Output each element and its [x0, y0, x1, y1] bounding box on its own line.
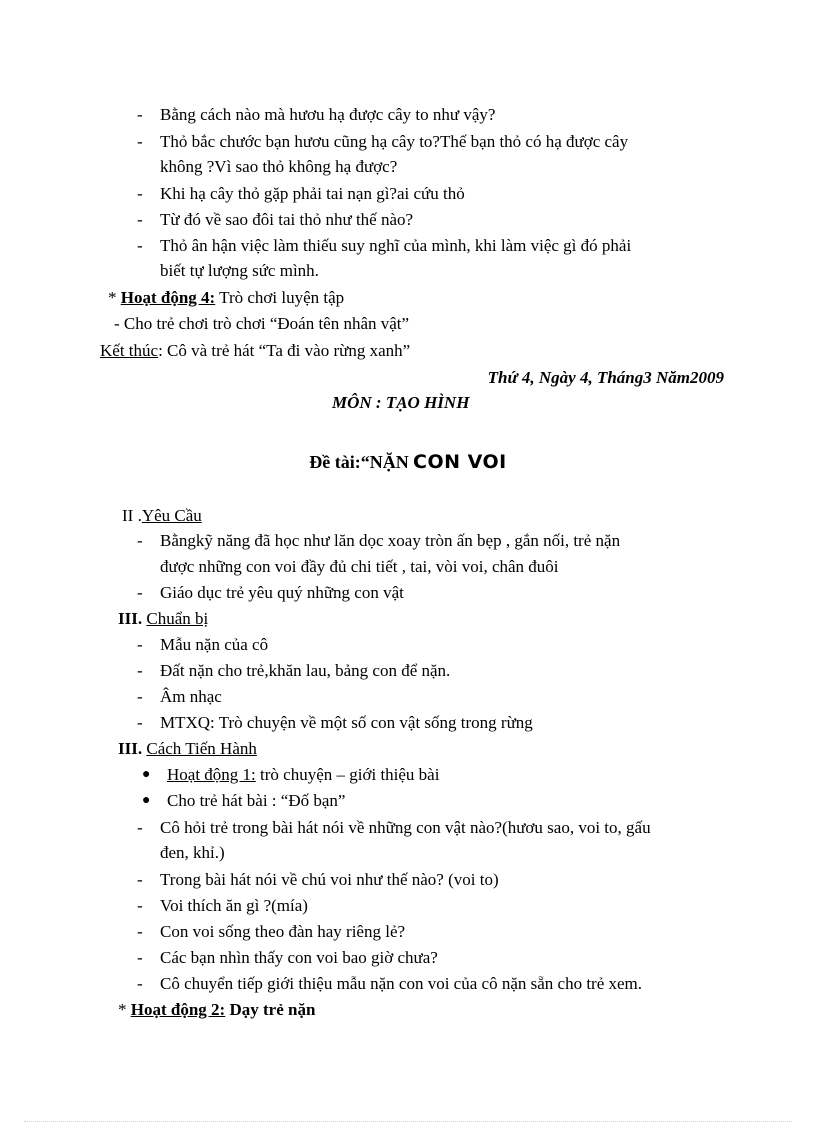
topic-name: CON VOI — [413, 451, 507, 473]
list-dash: - — [137, 870, 143, 889]
question-line: Bằng cách nào mà hươu hạ được cây to như vậy? — [160, 105, 496, 124]
preparation-item: Đất nặn cho trẻ,khăn lau, bảng con để nặn. — [160, 661, 451, 680]
requirement-line-cont: được những con voi đầy đủ chi tiết , tai, vòi voi, chân đuôi — [160, 557, 559, 576]
list-dash: - — [137, 896, 143, 915]
list-dash: - — [137, 635, 143, 654]
list-dash: - — [137, 661, 143, 680]
activity-2-text: Dạy trẻ nặn — [229, 1000, 316, 1019]
ending-label: Kết thúc — [100, 341, 159, 360]
list-dash: - — [137, 236, 143, 255]
preparation-item: MTXQ: Trò chuyện về một số con vật sống trong rừng — [160, 713, 533, 732]
preparation-item: Mẫu nặn của cô — [160, 635, 269, 654]
ending-line — [100, 340, 410, 362]
list-dash: - — [137, 531, 143, 550]
question-line: Từ đó về sao đôi tai thỏ như thế nào? — [160, 210, 414, 229]
section-number: III. — [118, 609, 143, 628]
activity-star: * — [118, 1000, 127, 1019]
procedure-line: Trong bài hát nói về chú voi như thế nào? (voi to) — [160, 870, 499, 889]
requirement-line: Giáo dục trẻ yêu quý những con vật — [160, 583, 404, 602]
list-dash: - — [137, 132, 143, 151]
preparation-item: Âm nhạc — [160, 687, 222, 706]
section-title: Cách Tiến Hành — [146, 739, 257, 758]
procedure-line: Voi thích ăn gì ?(mía) — [160, 896, 308, 915]
procedure-line-cont: đen, khỉ.) — [160, 843, 225, 862]
list-dash: - — [137, 210, 143, 229]
list-dash: - — [137, 687, 143, 706]
activity-2-label: Hoạt động 2: — [130, 1000, 226, 1019]
section-number: III. — [118, 739, 143, 758]
question-line-cont: không ?Vì sao thỏ không hạ được? — [160, 157, 398, 176]
question-line: Thỏ bắc chước bạn hươu cũng hạ cây to?Thế bạn thỏ có hạ được cây — [160, 132, 629, 151]
activity-star: * — [108, 288, 117, 307]
activity-2-heading — [118, 999, 315, 1021]
song-line: Cho trẻ hát bài : “Đố bạn” — [167, 791, 346, 810]
procedure-line: Các bạn nhìn thấy con voi bao giờ chưa? — [160, 948, 438, 967]
procedure-line: Con voi sống theo đàn hay riêng lẻ? — [160, 922, 406, 941]
question-line: Khi hạ cây thỏ gặp phải tai nạn gì?ai cứu thỏ — [160, 184, 465, 203]
list-dash: - — [137, 105, 143, 124]
topic-prefix: Đề tài:“NẶN — [309, 452, 409, 472]
list-dash: - — [137, 818, 143, 837]
ending-text: : Cô và trẻ hát “Ta đi vào rừng xanh” — [158, 341, 411, 360]
requirement-line: Bằngkỹ năng đã học như lăn dọc xoay tròn ấn bẹp , gắn nối, trẻ nặn — [160, 531, 621, 550]
section-title: Chuẩn bị — [146, 609, 209, 628]
procedure-line: Cô chuyển tiếp giới thiệu mẫu nặn con voi của cô nặn sẵn cho trẻ xem. — [160, 974, 643, 993]
list-dash: - — [137, 184, 143, 203]
list-dash: - — [137, 583, 143, 602]
list-dash: - — [137, 974, 143, 993]
section-preparation-heading — [118, 608, 208, 630]
list-dash: - — [137, 922, 143, 941]
question-line: Thỏ ân hận việc làm thiếu suy nghĩ của mình, khi làm việc gì đó phải — [160, 236, 632, 255]
page-bottom-divider — [24, 1121, 792, 1122]
section-requirements-heading — [122, 505, 202, 527]
activity-4-text: Trò chơi luyện tập — [219, 288, 345, 307]
game-line: - Cho trẻ chơi trò chơi “Đoán tên nhân vật” — [114, 314, 410, 333]
question-line-cont: biết tự lượng sức mình. — [160, 261, 319, 280]
section-title: Yêu Cầu — [141, 506, 202, 525]
activity-4-heading — [108, 287, 344, 309]
lesson-date: Thứ 4, Ngày 4, Tháng3 Năm2009 — [487, 368, 724, 387]
activity-4-label: Hoạt động 4: — [120, 288, 216, 307]
list-dash: - — [137, 713, 143, 732]
section-procedure-heading — [118, 738, 257, 760]
subject-title: MÔN : TẠO HÌNH — [332, 393, 470, 412]
activity-1-line — [167, 764, 439, 786]
topic-line — [0, 450, 816, 475]
activity-1-label: Hoạt động 1: — [167, 765, 256, 784]
activity-1-text: trò chuyện – giới thiệu bài — [255, 765, 440, 784]
section-number: II . — [122, 506, 142, 525]
bullet-icon: ● — [142, 793, 151, 808]
procedure-line: Cô hỏi trẻ trong bài hát nói về những con vật nào?(hươu sao, voi to, gấu — [160, 818, 651, 837]
bullet-icon: ● — [142, 767, 151, 782]
list-dash: - — [137, 948, 143, 967]
